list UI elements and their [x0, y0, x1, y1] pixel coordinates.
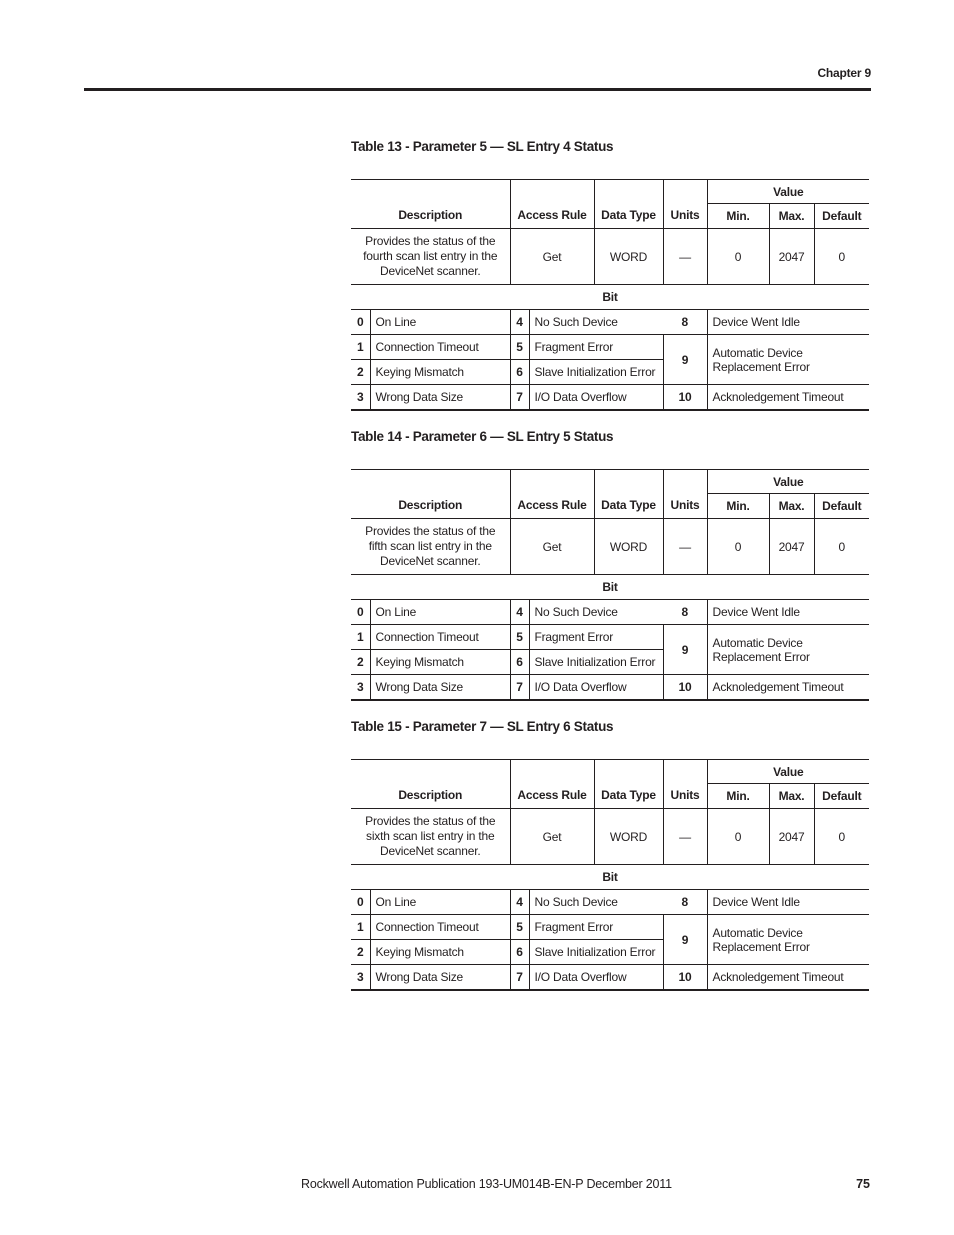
units-header: Units [663, 470, 707, 519]
bit-header: Bit [351, 865, 869, 890]
bit-number: 8 [663, 890, 707, 915]
bit-number: 3 [351, 675, 370, 701]
table-title: Table 14 - Parameter 6 — SL Entry 5 Status [351, 429, 614, 444]
bit-description: Keying Mismatch [370, 650, 510, 675]
bit-number: 9 [663, 335, 707, 385]
bit-number: 1 [351, 915, 370, 940]
bit-number: 1 [351, 335, 370, 360]
bit-number: 5 [510, 625, 529, 650]
bit-header: Bit [351, 285, 869, 310]
description-line: DeviceNet scanner. [380, 554, 481, 568]
max-value: 2047 [769, 809, 814, 865]
max-header: Max. [769, 784, 814, 809]
bit-description: Device Went Idle [707, 890, 869, 915]
data-type-value: WORD [594, 519, 663, 575]
bit-description: Wrong Data Size [370, 385, 510, 411]
bit-description: Fragment Error [529, 335, 663, 360]
bit-description: I/O Data Overflow [529, 675, 663, 701]
bit-description: I/O Data Overflow [529, 965, 663, 991]
bit-row [351, 965, 869, 991]
bit-description: Wrong Data Size [370, 965, 510, 991]
bit-number: 7 [510, 675, 529, 701]
bit-header-row [351, 285, 869, 310]
max-header: Max. [769, 494, 814, 519]
bit-description-line: Automatic Device [712, 345, 803, 360]
bit-number: 4 [510, 890, 529, 915]
description-cell [351, 519, 510, 575]
min-value: 0 [707, 229, 769, 285]
bit-number: 6 [510, 650, 529, 675]
units-header: Units [663, 180, 707, 229]
bit-description: Acknoledgement Timeout [707, 965, 869, 991]
bit-number: 2 [351, 650, 370, 675]
parameter-table [351, 179, 869, 411]
bit-row [351, 675, 869, 701]
units-value: — [663, 519, 707, 575]
min-header: Min. [707, 494, 769, 519]
bit-description: Acknoledgement Timeout [707, 385, 869, 411]
parameter-row [351, 229, 869, 285]
bit-number: 10 [663, 965, 707, 991]
data-type-header: Data Type [594, 180, 663, 229]
bit-number: 7 [510, 965, 529, 991]
bit-number: 5 [510, 915, 529, 940]
bit-number: 8 [663, 310, 707, 335]
units-value: — [663, 809, 707, 865]
default-header: Default [814, 784, 869, 809]
bit-description: Acknoledgement Timeout [707, 675, 869, 701]
description-line: sixth scan list entry in the [366, 829, 495, 843]
units-value: — [663, 229, 707, 285]
data-type-value: WORD [594, 809, 663, 865]
bit-description-line: Automatic Device [712, 635, 803, 650]
bit-row [351, 915, 869, 940]
header-rule [84, 88, 871, 91]
bit-row [351, 385, 869, 411]
default-header: Default [814, 204, 869, 229]
chapter-label: Chapter 9 [817, 66, 871, 80]
bit-row [351, 890, 869, 915]
bit-description-line: Replacement Error [712, 359, 810, 374]
min-header: Min. [707, 784, 769, 809]
default-header: Default [814, 494, 869, 519]
bit-description-line: Replacement Error [712, 649, 810, 664]
parameter-row [351, 519, 869, 575]
value-header: Value [707, 470, 869, 494]
min-value: 0 [707, 519, 769, 575]
access-rule-header: Access Rule [510, 470, 594, 519]
bit-description: Slave Initialization Error [529, 650, 663, 675]
data-type-header: Data Type [594, 470, 663, 519]
bit-number: 6 [510, 360, 529, 385]
bit-description: Keying Mismatch [370, 940, 510, 965]
default-value: 0 [814, 519, 869, 575]
bit-description: Device Went Idle [707, 310, 869, 335]
bit-number: 2 [351, 360, 370, 385]
description-line: fifth scan list entry in the [368, 539, 492, 553]
bit-description: Wrong Data Size [370, 675, 510, 701]
max-value: 2047 [769, 519, 814, 575]
bit-number: 10 [663, 385, 707, 411]
description-line: Provides the status of the [365, 814, 496, 828]
description-header: Description [351, 470, 510, 519]
bit-number: 7 [510, 385, 529, 411]
bit-number: 10 [663, 675, 707, 701]
bit-description: No Such Device [529, 600, 663, 625]
bit-number: 0 [351, 310, 370, 335]
bit-number: 2 [351, 940, 370, 965]
bit-row [351, 600, 869, 625]
bit-number: 9 [663, 915, 707, 965]
max-value: 2047 [769, 229, 814, 285]
bit-number: 0 [351, 600, 370, 625]
bit-description: On Line [370, 890, 510, 915]
bit-number: 4 [510, 310, 529, 335]
description-line: Provides the status of the [365, 524, 496, 538]
access-rule-value: Get [510, 229, 594, 285]
bit-number: 4 [510, 600, 529, 625]
bit-description: Slave Initialization Error [529, 940, 663, 965]
bit-row [351, 335, 869, 360]
bit-row [351, 625, 869, 650]
value-header: Value [707, 180, 869, 204]
access-rule-value: Get [510, 809, 594, 865]
access-rule-header: Access Rule [510, 760, 594, 809]
access-rule-header: Access Rule [510, 180, 594, 229]
header-row-top [351, 180, 869, 204]
bit-description: Connection Timeout [370, 625, 510, 650]
parameter-table [351, 469, 869, 701]
header-row-top [351, 760, 869, 784]
default-value: 0 [814, 809, 869, 865]
default-value: 0 [814, 229, 869, 285]
bit-description: On Line [370, 600, 510, 625]
units-header: Units [663, 760, 707, 809]
bit-description: I/O Data Overflow [529, 385, 663, 411]
description-line: fourth scan list entry in the [363, 249, 498, 263]
bit-description: No Such Device [529, 890, 663, 915]
table-title: Table 13 - Parameter 5 — SL Entry 4 Status [351, 139, 614, 154]
bit-header-row [351, 865, 869, 890]
bit-number: 0 [351, 890, 370, 915]
bit-description: Connection Timeout [370, 335, 510, 360]
bit-description-multiline [707, 625, 869, 675]
description-cell [351, 229, 510, 285]
data-type-value: WORD [594, 229, 663, 285]
bit-number: 8 [663, 600, 707, 625]
description-line: DeviceNet scanner. [380, 844, 481, 858]
access-rule-value: Get [510, 519, 594, 575]
bit-number: 3 [351, 385, 370, 411]
publication-footer: Rockwell Automation Publication 193-UM014B-EN-P December 2011 [301, 1177, 672, 1191]
value-header: Value [707, 760, 869, 784]
description-line: Provides the status of the [365, 234, 496, 248]
min-value: 0 [707, 809, 769, 865]
bit-number: 3 [351, 965, 370, 991]
bit-header: Bit [351, 575, 869, 600]
bit-number: 9 [663, 625, 707, 675]
table-title: Table 15 - Parameter 7 — SL Entry 6 Status [351, 719, 614, 734]
bit-description: Fragment Error [529, 625, 663, 650]
bit-description-line: Automatic Device [712, 925, 803, 940]
bit-row [351, 310, 869, 335]
bit-description: No Such Device [529, 310, 663, 335]
min-header: Min. [707, 204, 769, 229]
bit-description-multiline [707, 335, 869, 385]
bit-description: Fragment Error [529, 915, 663, 940]
max-header: Max. [769, 204, 814, 229]
parameter-table [351, 759, 869, 991]
bit-number: 5 [510, 335, 529, 360]
bit-description: Keying Mismatch [370, 360, 510, 385]
description-header: Description [351, 180, 510, 229]
bit-description: On Line [370, 310, 510, 335]
bit-description: Device Went Idle [707, 600, 869, 625]
description-cell [351, 809, 510, 865]
page-number: 75 [856, 1177, 870, 1191]
bit-description-line: Replacement Error [712, 939, 810, 954]
bit-header-row [351, 575, 869, 600]
bit-number: 1 [351, 625, 370, 650]
header-row-top [351, 470, 869, 494]
bit-description: Connection Timeout [370, 915, 510, 940]
bit-number: 6 [510, 940, 529, 965]
description-line: DeviceNet scanner. [380, 264, 481, 278]
data-type-header: Data Type [594, 760, 663, 809]
bit-description-multiline [707, 915, 869, 965]
parameter-row [351, 809, 869, 865]
bit-description: Slave Initialization Error [529, 360, 663, 385]
description-header: Description [351, 760, 510, 809]
